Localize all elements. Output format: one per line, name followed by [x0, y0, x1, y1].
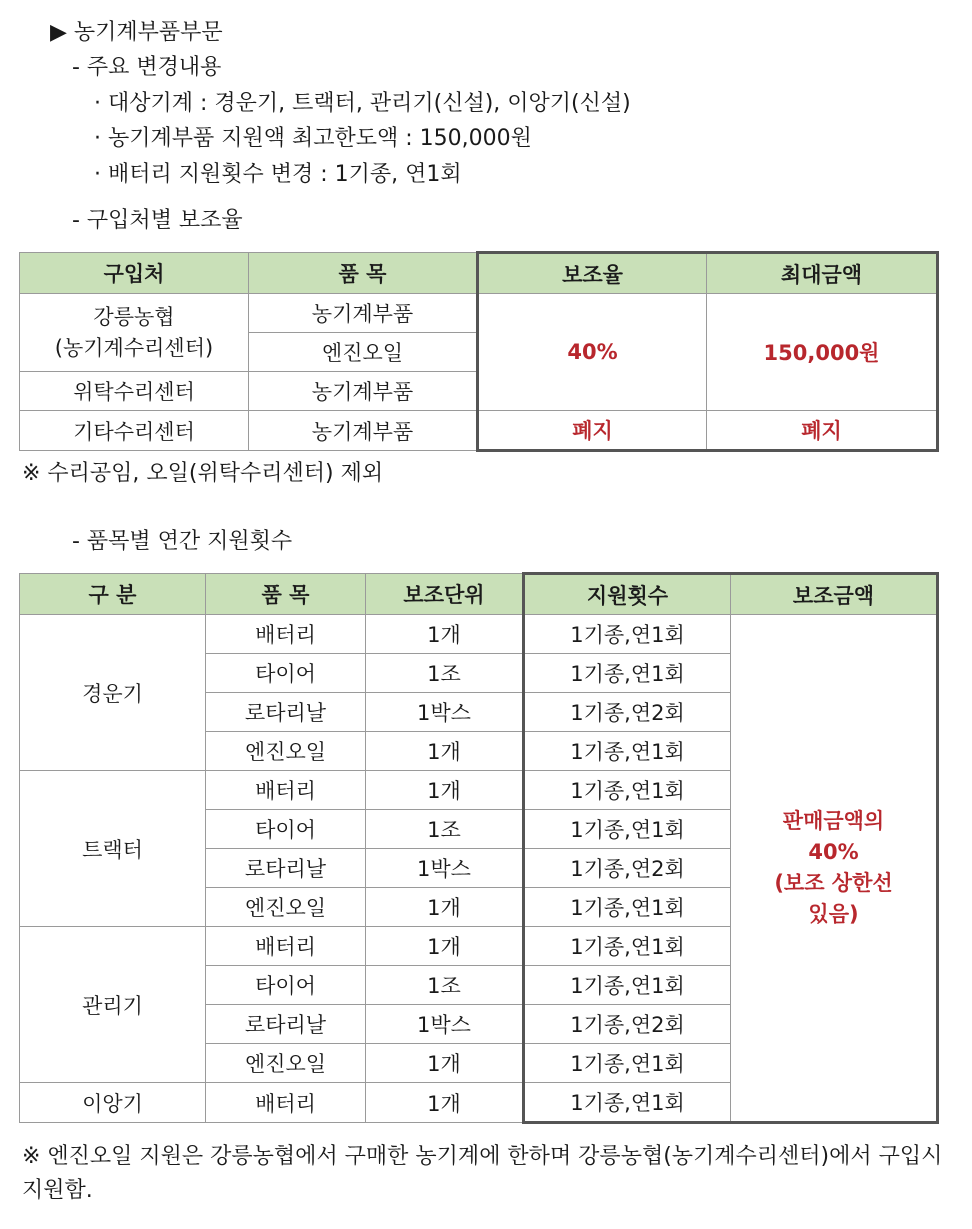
item-cell: 로타리날 [206, 849, 366, 888]
subsidy-amount-cell [731, 615, 938, 1123]
frequency-cell: 1기종,연2회 [524, 849, 731, 888]
unit-cell: 1개 [366, 771, 524, 810]
category-cell: 관리기 [20, 927, 206, 1083]
frequency-cell: 1기종,연2회 [524, 693, 731, 732]
frequency-cell: 1기종,연1회 [524, 927, 731, 966]
item-cell: 엔진오일 [206, 732, 366, 771]
frequency-cell: 1기종,연2회 [524, 1005, 731, 1044]
note-exclusion: ※ 수리공임, 오일(위탁수리센터) 제외 [22, 461, 384, 486]
unit-cell: 1조 [366, 654, 524, 693]
detail-target-machines: · 대상기계 : 경운기, 트랙터, 관리기(신설), 이앙기(신설) [94, 91, 631, 116]
item-cell: 로타리날 [206, 1005, 366, 1044]
frequency-cell: 1기종,연1회 [524, 810, 731, 849]
item-cell: 배터리 [206, 615, 366, 654]
unit-cell: 1박스 [366, 849, 524, 888]
vendor-consigned: 위탁수리센터 [20, 372, 249, 411]
max-amount-value: 150,000원 [707, 294, 938, 411]
header-item: 품 목 [249, 253, 478, 294]
detail-max-support: · 농기계부품 지원액 최고한도액 : 150,000원 [94, 126, 532, 151]
item-cell: 배터리 [206, 771, 366, 810]
frequency-cell: 1기종,연1회 [524, 888, 731, 927]
table-row [20, 411, 938, 451]
header-max-amount: 최대금액 [707, 253, 938, 294]
category-cell: 경운기 [20, 615, 206, 771]
vendor-nonghyup-center: (농기계수리센터) [54, 335, 214, 360]
item-cell: 로타리날 [206, 693, 366, 732]
frequency-table [19, 572, 939, 1124]
header-unit: 보조단위 [366, 574, 524, 615]
subsidy-rate-table [19, 251, 939, 452]
item-cell: 농기계부품 [249, 372, 478, 411]
rate-abolished: 폐지 [478, 411, 707, 451]
unit-cell: 1박스 [366, 1005, 524, 1044]
header-rate: 보조율 [478, 253, 707, 294]
rate-value: 40% [478, 294, 707, 411]
sub-heading-frequency: - 품목별 연간 지원횟수 [72, 529, 293, 554]
table-row [20, 294, 938, 333]
frequency-cell: 1기종,연1회 [524, 654, 731, 693]
category-cell: 트랙터 [20, 771, 206, 927]
header-category: 구 분 [20, 574, 206, 615]
item-cell: 타이어 [206, 654, 366, 693]
frequency-cell: 1기종,연1회 [524, 1083, 731, 1123]
category-cell: 이앙기 [20, 1083, 206, 1123]
unit-cell: 1박스 [366, 693, 524, 732]
item-cell: 배터리 [206, 927, 366, 966]
unit-cell: 1조 [366, 966, 524, 1005]
header-vendor: 구입처 [20, 253, 249, 294]
subsidy-amount-line: 있음) [808, 902, 859, 926]
table-header-row [20, 253, 938, 294]
vendor-other: 기타수리센터 [20, 411, 249, 451]
header-frequency: 지원횟수 [524, 574, 731, 615]
item-cell: 배터리 [206, 1083, 366, 1123]
unit-cell: 1개 [366, 927, 524, 966]
sub-heading-changes: - 주요 변경내용 [72, 55, 222, 80]
vendor-nonghyup [20, 294, 249, 372]
item-cell: 농기계부품 [249, 294, 478, 333]
max-amount-abolished: 폐지 [707, 411, 938, 451]
item-cell: 타이어 [206, 810, 366, 849]
unit-cell: 1개 [366, 1044, 524, 1083]
unit-cell: 1개 [366, 615, 524, 654]
item-cell: 엔진오일 [249, 333, 478, 372]
frequency-cell: 1기종,연1회 [524, 732, 731, 771]
detail-battery-frequency: · 배터리 지원횟수 변경 : 1기종, 연1회 [94, 162, 462, 187]
frequency-cell: 1기종,연1회 [524, 966, 731, 1005]
header-subsidy-amount: 보조금액 [731, 574, 938, 615]
frequency-cell: 1기종,연1회 [524, 771, 731, 810]
item-cell: 농기계부품 [249, 411, 478, 451]
item-cell: 엔진오일 [206, 888, 366, 927]
unit-cell: 1조 [366, 810, 524, 849]
item-cell: 타이어 [206, 966, 366, 1005]
sub-heading-subsidy-rate: - 구입처별 보조율 [72, 208, 243, 233]
unit-cell: 1개 [366, 732, 524, 771]
section-title: ▶ 농기계부품부문 [50, 20, 223, 45]
header-item: 품 목 [206, 574, 366, 615]
note-engine-oil: ※ 엔진오일 지원은 강릉농협에서 구매한 농기계에 한하며 강릉농협(농기계수리센터)에서 구입시 지원함. [22, 1144, 943, 1203]
unit-cell: 1개 [366, 888, 524, 927]
table-row [20, 615, 938, 654]
subsidy-amount-line: 판매금액의 [782, 809, 885, 833]
frequency-cell: 1기종,연1회 [524, 615, 731, 654]
vendor-nonghyup-name: 강릉농협 [93, 304, 175, 329]
unit-cell: 1개 [366, 1083, 524, 1123]
table-header-row [20, 574, 938, 615]
frequency-cell: 1기종,연1회 [524, 1044, 731, 1083]
subsidy-amount-line: (보조 상한선 [774, 871, 893, 895]
item-cell: 엔진오일 [206, 1044, 366, 1083]
subsidy-amount-line: 40% [808, 840, 859, 864]
